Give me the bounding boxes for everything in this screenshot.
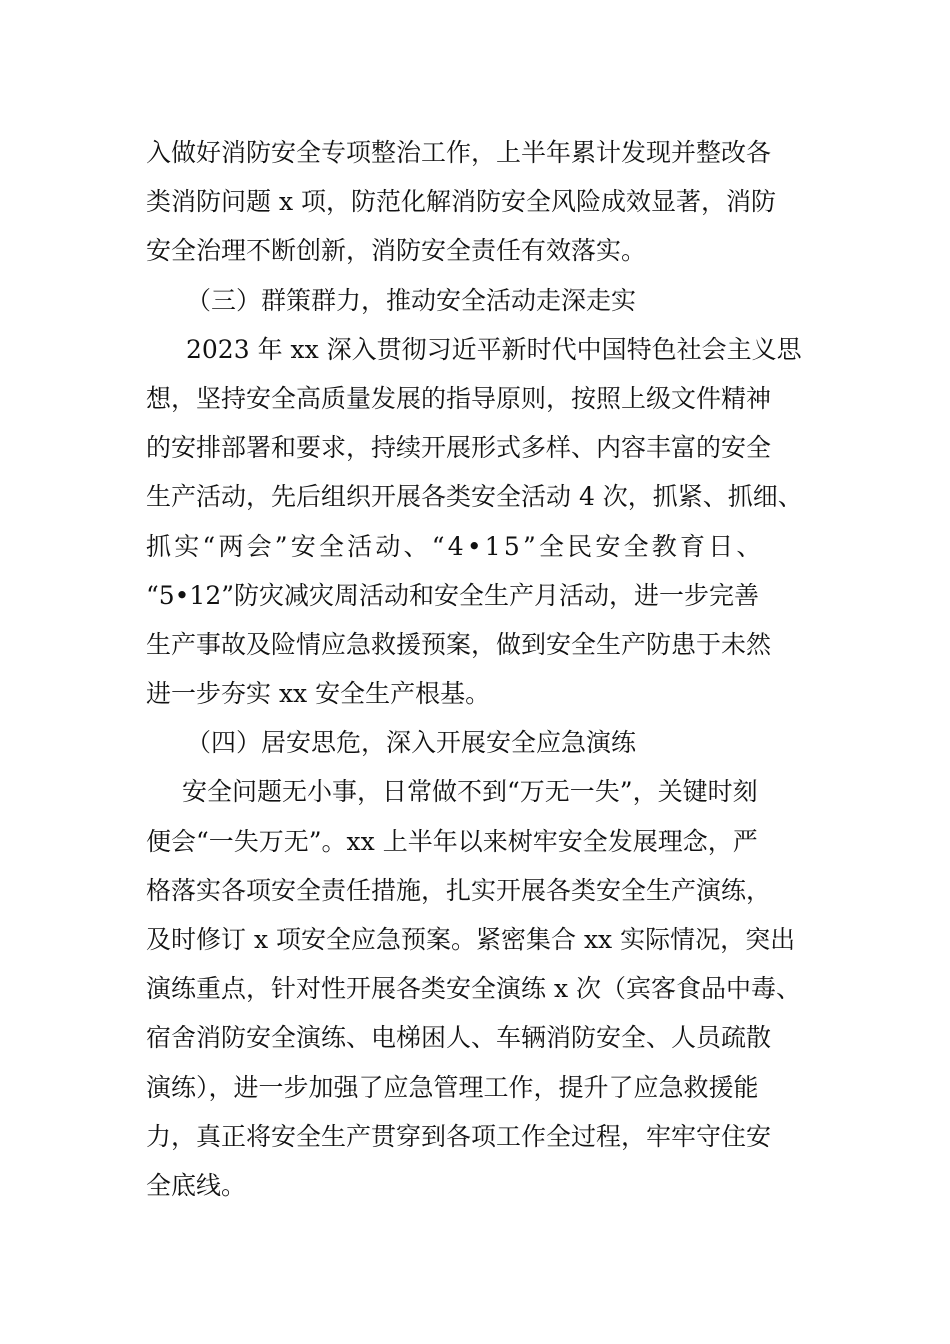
body-line: 的安排部署和要求，持续开展形式多样、内容丰富的安全 [146,433,772,463]
body-line: 入做好消防安全专项整治工作，上半年累计发现并整改各 [146,138,772,167]
body-line: 全底线。 [146,1170,247,1200]
body-line: 生产活动，先后组织开展各类安全活动 4 次，抓紧、抓细、 [146,482,803,512]
paragraph-start-line: 安全问题无小事，日常做不到“万无一失”，关键时刻 [182,777,758,807]
body-line: 抓实“两会”安全活动、“4•15”全民安全教育日、 [146,531,765,561]
body-line: 进一步夯实 xx 安全生产根基。 [146,679,491,709]
document-body [146,128,826,1210]
body-line: 演练重点，针对性开展各类安全演练 x 次（宾客食品中毒、 [146,974,801,1004]
body-line: 类消防问题 x 项，防范化解消防安全风险成效显著，消防 [146,187,776,217]
body-line: “5•12”防灾减灾周活动和安全生产月活动，进一步完善 [146,580,760,610]
body-line: 安全治理不断创新，消防安全责任有效落实。 [146,236,647,266]
body-line: 格落实各项安全责任措施，扎实开展各类安全生产演练， [146,875,772,905]
body-line: 便会“一失万无”。xx 上半年以来树牢安全发展理念，严 [146,826,758,856]
body-line: 生产事故及险情应急救援预案，做到安全生产防患于未然 [146,629,772,659]
body-line: 及时修订 x 项安全应急预案。紧密集合 xx 实际情况，突出 [146,925,796,954]
paragraph-start-line: 2023 年 xx 深入贯彻习近平新时代中国特色社会主义思 [186,334,802,364]
body-line: 想，坚持安全高质量发展的指导原则，按照上级文件精神 [146,383,772,413]
body-line: 力，真正将安全生产贯穿到各项工作全过程，牢牢守住安 [146,1121,772,1151]
section-heading-three: （三）群策群力，推动安全活动走深走实 [186,285,637,315]
body-line: 宿舍消防安全演练、电梯困人、车辆消防安全、人员疏散 [146,1023,772,1053]
section-heading-four: （四）居安思危，深入开展安全应急演练 [186,728,637,758]
body-line: 演练），进一步加强了应急管理工作，提升了应急救援能 [146,1072,759,1102]
